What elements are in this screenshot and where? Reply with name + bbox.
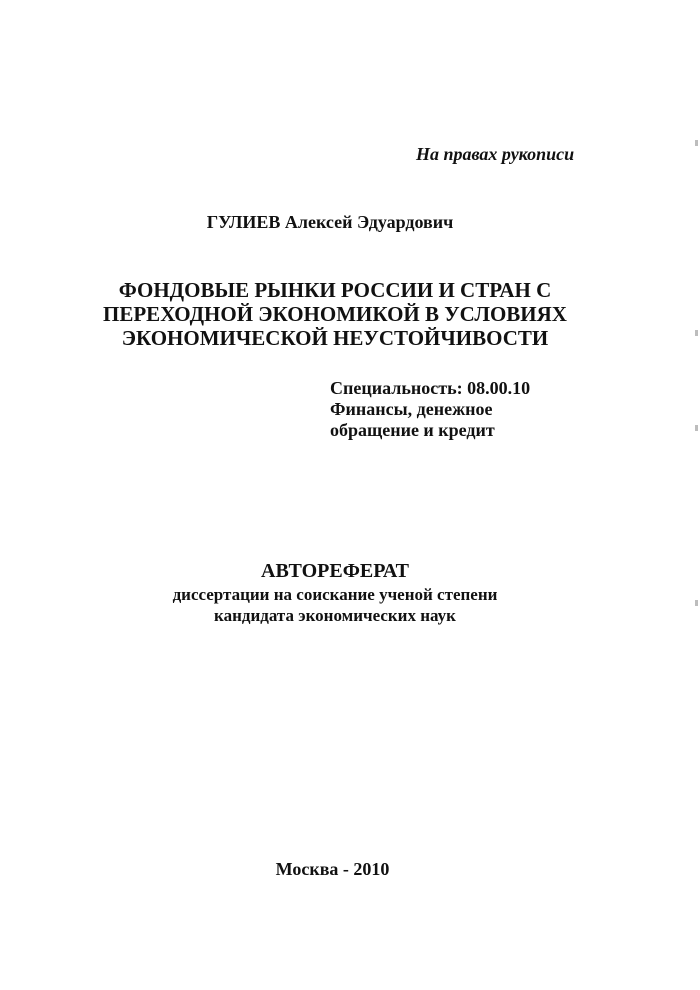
title-line: ПЕРЕХОДНОЙ ЭКОНОМИКОЙ В УСЛОВИЯХ — [103, 302, 567, 326]
author-name: ГУЛИЕВ Алексей Эдуардович — [206, 212, 454, 232]
specialty-line: Специальность: 08.00.10 — [330, 378, 531, 398]
dissertation-title — [0, 278, 670, 350]
abstract-heading: АВТОРЕФЕРАТ — [261, 560, 409, 582]
specialty-block — [330, 378, 530, 441]
manuscript-rights-note: На правах рукописи — [416, 144, 575, 164]
abstract-line: кандидата экономических наук — [214, 606, 456, 625]
specialty-line: обращение и кредит — [330, 420, 495, 440]
scan-edge-marks — [694, 0, 698, 990]
abstract-block — [0, 560, 670, 626]
specialty-line: Финансы, денежное — [330, 399, 493, 419]
title-line: ФОНДОВЫЕ РЫНКИ РОССИИ И СТРАН С — [118, 278, 552, 302]
title-line: ЭКОНОМИЧЕСКОЙ НЕУСТОЙЧИВОСТИ — [121, 326, 549, 350]
abstract-line: диссертации на соискание ученой степени — [172, 585, 498, 604]
city-year: Москва - 2010 — [275, 859, 390, 879]
